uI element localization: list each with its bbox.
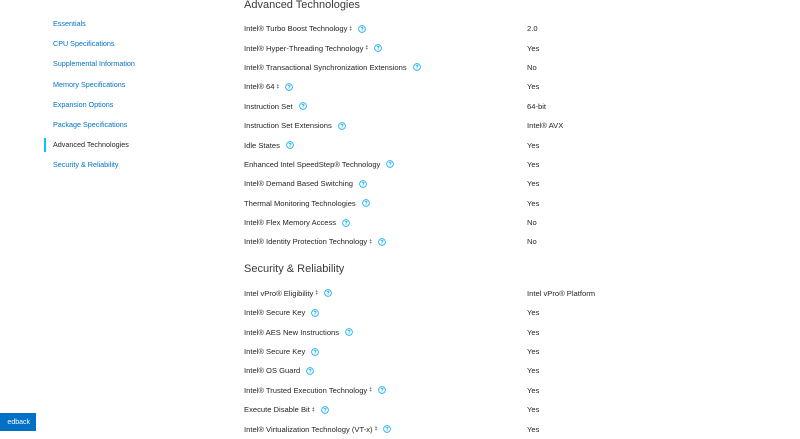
spec-label-text: Intel® Flex Memory Access [244, 218, 337, 228]
help-circle-icon[interactable] [358, 25, 366, 33]
spec-value: Yes [527, 82, 540, 92]
spec-value: No [527, 62, 537, 72]
sidebar-item-memory-specifications[interactable]: Memory Specifications [53, 79, 126, 89]
spec-value: Yes [527, 405, 540, 415]
footnote-marker: ‡ [374, 426, 378, 433]
spec-label-text: Thermal Monitoring Technologies [244, 198, 356, 208]
footnote-marker: ‡ [369, 387, 373, 394]
help-circle-icon[interactable] [321, 406, 329, 414]
spec-label [244, 102, 527, 111]
sidebar-item-advanced-technologies[interactable]: Advanced Technologies [44, 135, 214, 155]
help-circle-icon[interactable] [362, 199, 370, 207]
spec-label [244, 366, 527, 375]
spec-table-advanced-technologies [244, 19, 784, 252]
sidebar-item-expansion-options[interactable]: Expansion Options [53, 99, 114, 109]
spec-label-text: Intel vPro® Eligibility [244, 288, 314, 298]
spec-label [244, 347, 527, 356]
help-circle-icon[interactable] [285, 83, 293, 91]
spec-row [244, 194, 784, 213]
help-circle-icon[interactable] [342, 219, 350, 227]
spec-label [244, 44, 527, 53]
spec-value: Intel® AVX [527, 121, 564, 131]
sidebar-item-cpu-specifications[interactable]: CPU Specifications [53, 39, 115, 49]
spec-label [244, 141, 527, 150]
spec-label-text: Enhanced Intel SpeedStep® Technology [244, 159, 381, 169]
spec-value: Yes [527, 347, 540, 357]
spec-row [244, 322, 784, 341]
spec-value: Yes [527, 140, 540, 150]
spec-value: Yes [527, 159, 540, 169]
spec-label-text: Intel® Virtualization Technology (VT-x) [244, 424, 373, 434]
spec-label-text: Idle States [244, 140, 280, 150]
help-circle-icon[interactable] [311, 348, 319, 356]
spec-label-text: Intel® Turbo Boost Technology [244, 24, 348, 34]
section-title-advanced-technologies: Advanced Technologies [244, 0, 360, 11]
spec-label [244, 160, 527, 169]
spec-row [244, 97, 784, 116]
footnote-marker: ‡ [311, 406, 315, 413]
spec-row [244, 19, 784, 38]
spec-value: No [527, 237, 537, 247]
spec-row [244, 381, 784, 400]
spec-label [244, 82, 527, 91]
help-circle-icon[interactable] [311, 309, 319, 317]
footnote-marker: ‡ [349, 25, 353, 32]
help-circle-icon[interactable] [383, 425, 391, 433]
help-circle-icon[interactable] [359, 180, 367, 188]
spec-label [244, 179, 527, 188]
footnote-marker: ‡ [315, 290, 319, 297]
spec-value: Yes [527, 198, 540, 208]
spec-label [244, 237, 527, 246]
footnote-marker: ‡ [369, 238, 373, 245]
footnote-marker: ‡ [365, 45, 369, 52]
spec-label [244, 218, 527, 227]
sidebar-item-security-reliability[interactable]: Security & Reliability [53, 160, 119, 170]
spec-value: 64-bit [527, 101, 546, 111]
spec-row [244, 284, 784, 303]
sidebar-nav [44, 14, 214, 176]
spec-label [244, 425, 527, 434]
spec-value: Yes [527, 179, 540, 189]
spec-row [244, 232, 784, 251]
footnote-marker: ‡ [276, 83, 280, 90]
spec-label-text: Intel® AES New Instructions [244, 327, 340, 337]
spec-label-text: Intel® Secure Key [244, 347, 306, 357]
feedback-button[interactable]: edback [0, 413, 36, 431]
spec-row [244, 135, 784, 154]
sidebar-item-package-specifications[interactable]: Package Specifications [53, 119, 128, 129]
spec-value: Yes [527, 43, 540, 53]
spec-label [244, 328, 527, 337]
spec-row [244, 58, 784, 77]
spec-label [244, 24, 527, 33]
spec-row [244, 342, 784, 361]
spec-row [244, 77, 784, 96]
help-circle-icon[interactable] [378, 238, 386, 246]
spec-label [244, 289, 527, 298]
spec-label-text: Intel® Secure Key [244, 308, 306, 318]
spec-value: Yes [527, 385, 540, 395]
spec-label [244, 386, 527, 395]
spec-label [244, 121, 527, 130]
spec-label-text: Intel® Demand Based Switching [244, 179, 354, 189]
help-circle-icon[interactable] [324, 289, 332, 297]
spec-value: No [527, 218, 537, 228]
help-circle-icon[interactable] [299, 102, 307, 110]
help-circle-icon[interactable] [345, 328, 353, 336]
spec-label-text: Intel® Identity Protection Technology [244, 237, 368, 247]
spec-row [244, 361, 784, 380]
spec-label [244, 308, 527, 317]
spec-label [244, 199, 527, 208]
spec-value: Intel vPro® Platform [527, 288, 596, 298]
spec-value: Yes [527, 424, 540, 434]
help-circle-icon[interactable] [413, 63, 421, 71]
spec-row [244, 155, 784, 174]
spec-label-text: Execute Disable Bit [244, 405, 310, 415]
spec-table-security-reliability [244, 284, 784, 439]
help-circle-icon[interactable] [306, 367, 314, 375]
spec-row [244, 38, 784, 57]
sidebar-item-essentials[interactable]: Essentials [53, 19, 86, 28]
spec-label-text: Instruction Set Extensions [244, 121, 332, 131]
section-title-security-reliability: Security & Reliability [244, 262, 345, 275]
spec-value: Yes [527, 327, 540, 337]
spec-row [244, 116, 784, 135]
help-circle-icon[interactable] [286, 141, 294, 149]
spec-label-text: Instruction Set [244, 101, 293, 111]
spec-label [244, 63, 527, 72]
spec-label-text: Intel® Hyper-Threading Technology [244, 43, 364, 53]
spec-label-text: Intel® 64 [244, 82, 275, 92]
help-circle-icon[interactable] [378, 386, 386, 394]
spec-row [244, 213, 784, 232]
spec-value: Yes [527, 366, 540, 376]
spec-row [244, 174, 784, 193]
spec-row [244, 303, 784, 322]
help-circle-icon[interactable] [386, 160, 394, 168]
spec-row [244, 400, 784, 419]
spec-label [244, 405, 527, 414]
spec-label-text: Intel® OS Guard [244, 366, 301, 376]
spec-value: 2.0 [527, 24, 538, 34]
spec-value: Yes [527, 308, 540, 318]
spec-label-text: Intel® Trusted Execution Technology [244, 385, 368, 395]
help-circle-icon[interactable] [338, 122, 346, 130]
sidebar-item-supplemental-information[interactable]: Supplemental Information [53, 59, 135, 69]
spec-content [244, 0, 784, 439]
help-circle-icon[interactable] [374, 44, 382, 52]
spec-label-text: Intel® Transactional Synchronization Extensions [244, 62, 407, 72]
